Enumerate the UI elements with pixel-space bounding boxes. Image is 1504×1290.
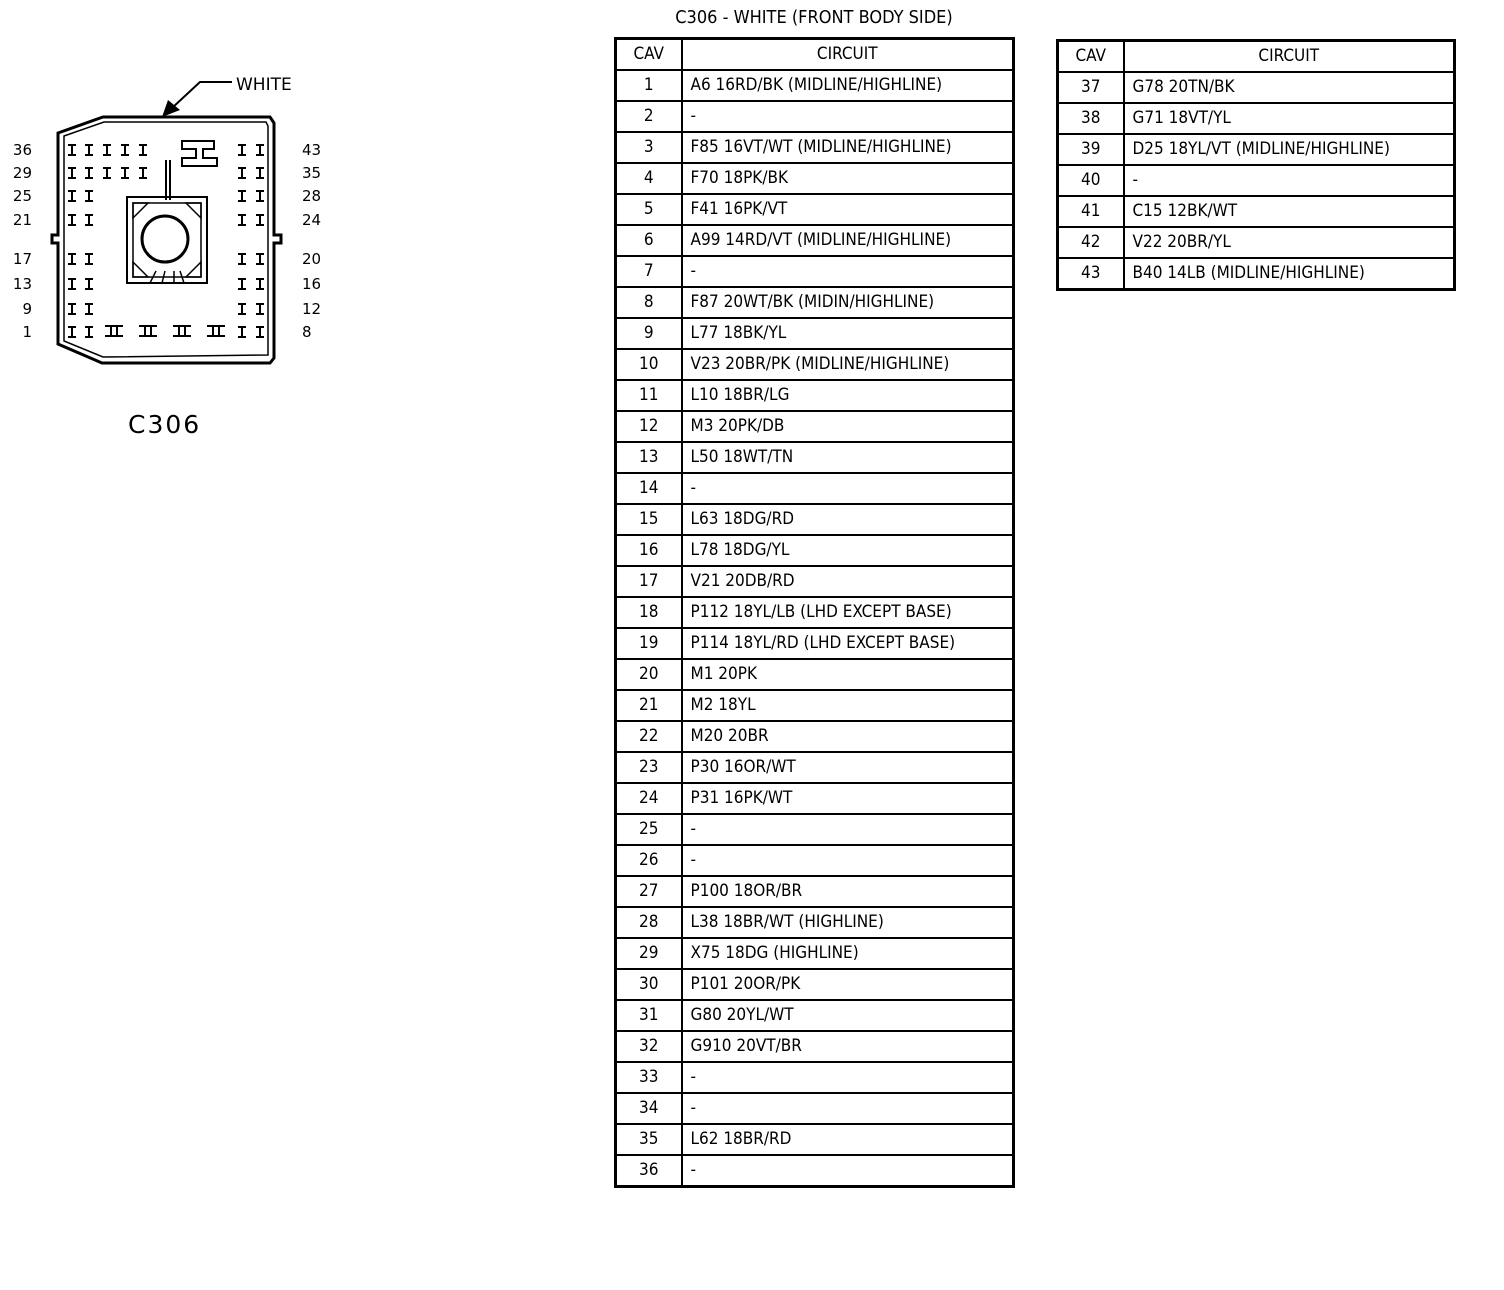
circuit-cell: A99 14RD/VT (MIDLINE/HIGHLINE) (682, 225, 1014, 256)
terminal-glyph (256, 327, 264, 337)
latch-tab (182, 141, 217, 166)
cavity-table-left (614, 37, 1015, 1188)
cav-cell: 1 (616, 70, 682, 101)
table-row (616, 380, 1014, 411)
circuit-cell: - (1124, 165, 1455, 196)
cav-cell: 25 (616, 814, 682, 845)
pin-number-label: 1 (22, 323, 32, 341)
terminal-glyph (139, 145, 147, 155)
pin-number-label: 29 (12, 164, 32, 182)
terminal-glyph (238, 191, 246, 201)
terminal-glyph (256, 279, 264, 289)
cav-cell: 34 (616, 1093, 682, 1124)
pin-number-label: 9 (22, 300, 32, 318)
circuit-cell: C15 12BK/WT (1124, 196, 1455, 227)
terminal-glyph (238, 254, 246, 264)
cav-cell: 42 (1058, 227, 1124, 258)
cav-cell: 24 (616, 783, 682, 814)
pin-number-label: 13 (12, 275, 32, 293)
circuit-cell: M3 20PK/DB (682, 411, 1014, 442)
table-row (1058, 103, 1455, 134)
circuit-cell: G78 20TN/BK (1124, 72, 1455, 103)
cav-cell: 29 (616, 938, 682, 969)
table-row (1058, 134, 1455, 165)
circuit-cell: B40 14LB (MIDLINE/HIGHLINE) (1124, 258, 1455, 290)
terminal-glyph (238, 168, 246, 178)
circuit-cell: - (682, 1062, 1014, 1093)
cav-cell: 12 (616, 411, 682, 442)
table-row (616, 597, 1014, 628)
circuit-cell: F41 16PK/VT (682, 194, 1014, 225)
pin-number-label: 8 (302, 323, 312, 341)
callout-leader-line (172, 82, 232, 108)
terminal-glyph-wide (105, 326, 123, 336)
left-pin-labels (13, 141, 32, 341)
table-row (616, 225, 1014, 256)
terminal-glyph (68, 327, 76, 337)
circuit-cell: F85 16VT/WT (MIDLINE/HIGHLINE) (682, 132, 1014, 163)
table-row (616, 690, 1014, 721)
table-row (616, 752, 1014, 783)
table-row (616, 132, 1014, 163)
terminal-glyph (85, 191, 93, 201)
pin-number-label: 24 (302, 211, 322, 229)
terminal-glyph (121, 168, 129, 178)
circuit-header: CIRCUIT (1124, 41, 1455, 73)
table-row (616, 1093, 1014, 1124)
cav-header: CAV (1058, 41, 1124, 73)
terminal-glyph (238, 215, 246, 225)
connector-inner-outline (64, 122, 268, 357)
terminal-glyph (121, 145, 129, 155)
table-row (616, 70, 1014, 101)
connector-diagram (0, 0, 340, 460)
table-header-row (1058, 41, 1455, 73)
center-terminal-circle (142, 216, 188, 262)
circuit-cell: L50 18WT/TN (682, 442, 1014, 473)
circuit-cell: L62 18BR/RD (682, 1124, 1014, 1155)
terminal-glyph (256, 254, 264, 264)
circuit-cell: - (682, 1093, 1014, 1124)
table-row (616, 783, 1014, 814)
terminal-glyph (68, 279, 76, 289)
table-row (616, 1155, 1014, 1187)
cav-cell: 30 (616, 969, 682, 1000)
center-cavity (127, 197, 207, 283)
cav-cell: 26 (616, 845, 682, 876)
cav-cell: 2 (616, 101, 682, 132)
cav-header: CAV (616, 39, 682, 71)
table-row (1058, 165, 1455, 196)
table-row (616, 1124, 1014, 1155)
circuit-cell: M2 18YL (682, 690, 1014, 721)
circuit-cell: - (682, 256, 1014, 287)
table-row (616, 721, 1014, 752)
table-row (616, 907, 1014, 938)
cav-cell: 31 (616, 1000, 682, 1031)
right-pin-labels (302, 141, 321, 341)
circuit-cell: G71 18VT/YL (1124, 103, 1455, 134)
cavity-corner-tr (186, 203, 201, 218)
cavity-corner-br (186, 262, 201, 277)
table-row (616, 535, 1014, 566)
circuit-cell: - (682, 101, 1014, 132)
terminal-glyph (68, 145, 76, 155)
pin-number-label: 12 (302, 300, 322, 318)
terminal-glyph (68, 168, 76, 178)
pin-number-label: 28 (302, 187, 322, 205)
pin-number-label: 25 (12, 187, 32, 205)
circuit-cell: P30 16OR/WT (682, 752, 1014, 783)
terminal-glyph (238, 304, 246, 314)
terminal-glyph (85, 279, 93, 289)
circuit-cell: D25 18YL/VT (MIDLINE/HIGHLINE) (1124, 134, 1455, 165)
cav-cell: 21 (616, 690, 682, 721)
table-row (616, 504, 1014, 535)
circuit-cell: A6 16RD/BK (MIDLINE/HIGHLINE) (682, 70, 1014, 101)
pin-number-label: 43 (302, 141, 322, 159)
table-row (616, 256, 1014, 287)
table-row (616, 938, 1014, 969)
terminal-glyph (68, 254, 76, 264)
cav-cell: 7 (616, 256, 682, 287)
cav-cell: 19 (616, 628, 682, 659)
circuit-cell: P114 18YL/RD (LHD EXCEPT BASE) (682, 628, 1014, 659)
terminal-glyph (139, 168, 147, 178)
terminal-glyph (238, 327, 246, 337)
pin-number-label: 16 (302, 275, 322, 293)
circuit-cell: F70 18PK/BK (682, 163, 1014, 194)
table-row (616, 969, 1014, 1000)
cav-cell: 6 (616, 225, 682, 256)
cav-cell: 20 (616, 659, 682, 690)
terminal-glyph (256, 304, 264, 314)
table-row (616, 163, 1014, 194)
cav-cell: 4 (616, 163, 682, 194)
cav-cell: 27 (616, 876, 682, 907)
cav-cell: 22 (616, 721, 682, 752)
cav-cell: 17 (616, 566, 682, 597)
cavity-corner-bl (133, 262, 148, 277)
terminal-glyph (68, 215, 76, 225)
circuit-cell: P101 20OR/PK (682, 969, 1014, 1000)
terminal-glyph (103, 168, 111, 178)
circuit-cell: P112 18YL/LB (LHD EXCEPT BASE) (682, 597, 1014, 628)
terminal-glyph (85, 304, 93, 314)
terminal-glyph (85, 168, 93, 178)
connector-id-label: C306 (128, 410, 202, 439)
circuit-header: CIRCUIT (682, 39, 1014, 71)
table-row (1058, 72, 1455, 103)
table-row (616, 1000, 1014, 1031)
cav-cell: 5 (616, 194, 682, 225)
cav-cell: 10 (616, 349, 682, 380)
terminal-glyph (256, 145, 264, 155)
circuit-cell: L77 18BK/YL (682, 318, 1014, 349)
table-row (616, 411, 1014, 442)
table-row (616, 318, 1014, 349)
table-title: C306 - WHITE (FRONT BODY SIDE) (675, 7, 953, 28)
circuit-cell: L63 18DG/RD (682, 504, 1014, 535)
color-callout: WHITE (236, 75, 292, 95)
circuit-cell: V21 20DB/RD (682, 566, 1014, 597)
pin-number-label: 21 (12, 211, 32, 229)
terminal-glyph (256, 168, 264, 178)
cav-cell: 11 (616, 380, 682, 411)
table-row (616, 845, 1014, 876)
table-row (616, 287, 1014, 318)
cav-cell: 32 (616, 1031, 682, 1062)
cav-cell: 33 (616, 1062, 682, 1093)
cav-cell: 3 (616, 132, 682, 163)
table-row (616, 876, 1014, 907)
table-row (616, 101, 1014, 132)
terminal-glyph (85, 327, 93, 337)
circuit-cell: - (682, 845, 1014, 876)
cav-cell: 16 (616, 535, 682, 566)
table-row (616, 659, 1014, 690)
circuit-cell: - (682, 814, 1014, 845)
cavity-corner-tl (133, 203, 148, 218)
cav-cell: 28 (616, 907, 682, 938)
circuit-cell: V22 20BR/YL (1124, 227, 1455, 258)
cav-cell: 8 (616, 287, 682, 318)
circuit-cell: M20 20BR (682, 721, 1014, 752)
cav-cell: 40 (1058, 165, 1124, 196)
terminal-glyph-wide (139, 326, 157, 336)
circuit-cell: G910 20VT/BR (682, 1031, 1014, 1062)
terminal-glyph-wide (173, 326, 191, 336)
cav-cell: 23 (616, 752, 682, 783)
table-row (616, 1031, 1014, 1062)
pin-number-label: 35 (302, 164, 322, 182)
table-row (1058, 196, 1455, 227)
terminal-glyph (68, 304, 76, 314)
cav-cell: 9 (616, 318, 682, 349)
circuit-cell: X75 18DG (HIGHLINE) (682, 938, 1014, 969)
circuit-cell: G80 20YL/WT (682, 1000, 1014, 1031)
circuit-cell: L38 18BR/WT (HIGHLINE) (682, 907, 1014, 938)
table-row (616, 1062, 1014, 1093)
terminal-glyph (238, 145, 246, 155)
table-row (616, 194, 1014, 225)
terminal-glyph (85, 215, 93, 225)
terminal-glyph-wide (207, 326, 225, 336)
cav-cell: 35 (616, 1124, 682, 1155)
table-row (1058, 227, 1455, 258)
table-row (616, 628, 1014, 659)
cav-cell: 39 (1058, 134, 1124, 165)
cav-cell: 41 (1058, 196, 1124, 227)
circuit-cell: P31 16PK/WT (682, 783, 1014, 814)
cav-cell: 43 (1058, 258, 1124, 290)
cav-cell: 38 (1058, 103, 1124, 134)
pin-number-label: 20 (302, 250, 322, 268)
cav-cell: 36 (616, 1155, 682, 1187)
table-row (616, 566, 1014, 597)
circuit-cell: V23 20BR/PK (MIDLINE/HIGHLINE) (682, 349, 1014, 380)
terminal-glyph (238, 279, 246, 289)
circuit-cell: L10 18BR/LG (682, 380, 1014, 411)
terminal-glyph (85, 254, 93, 264)
terminal-glyph (256, 191, 264, 201)
table-row (616, 442, 1014, 473)
table-row (616, 473, 1014, 504)
table-row (1058, 258, 1455, 290)
terminal-glyph (68, 191, 76, 201)
terminal-glyph (103, 145, 111, 155)
circuit-cell: M1 20PK (682, 659, 1014, 690)
cavity-table-right (1056, 39, 1456, 291)
pin-number-label: 17 (12, 250, 32, 268)
circuit-cell: P100 18OR/BR (682, 876, 1014, 907)
table-header-row (616, 39, 1014, 71)
table-row (616, 814, 1014, 845)
circuit-cell: - (682, 1155, 1014, 1187)
terminal-glyph (256, 215, 264, 225)
circuit-cell: F87 20WT/BK (MIDIN/HIGHLINE) (682, 287, 1014, 318)
circuit-cell: - (682, 473, 1014, 504)
pin-number-label: 36 (12, 141, 32, 159)
terminal-glyph (85, 145, 93, 155)
circuit-cell: L78 18DG/YL (682, 535, 1014, 566)
cav-cell: 13 (616, 442, 682, 473)
table-row (616, 349, 1014, 380)
cav-cell: 14 (616, 473, 682, 504)
cav-cell: 37 (1058, 72, 1124, 103)
cav-cell: 15 (616, 504, 682, 535)
cav-cell: 18 (616, 597, 682, 628)
